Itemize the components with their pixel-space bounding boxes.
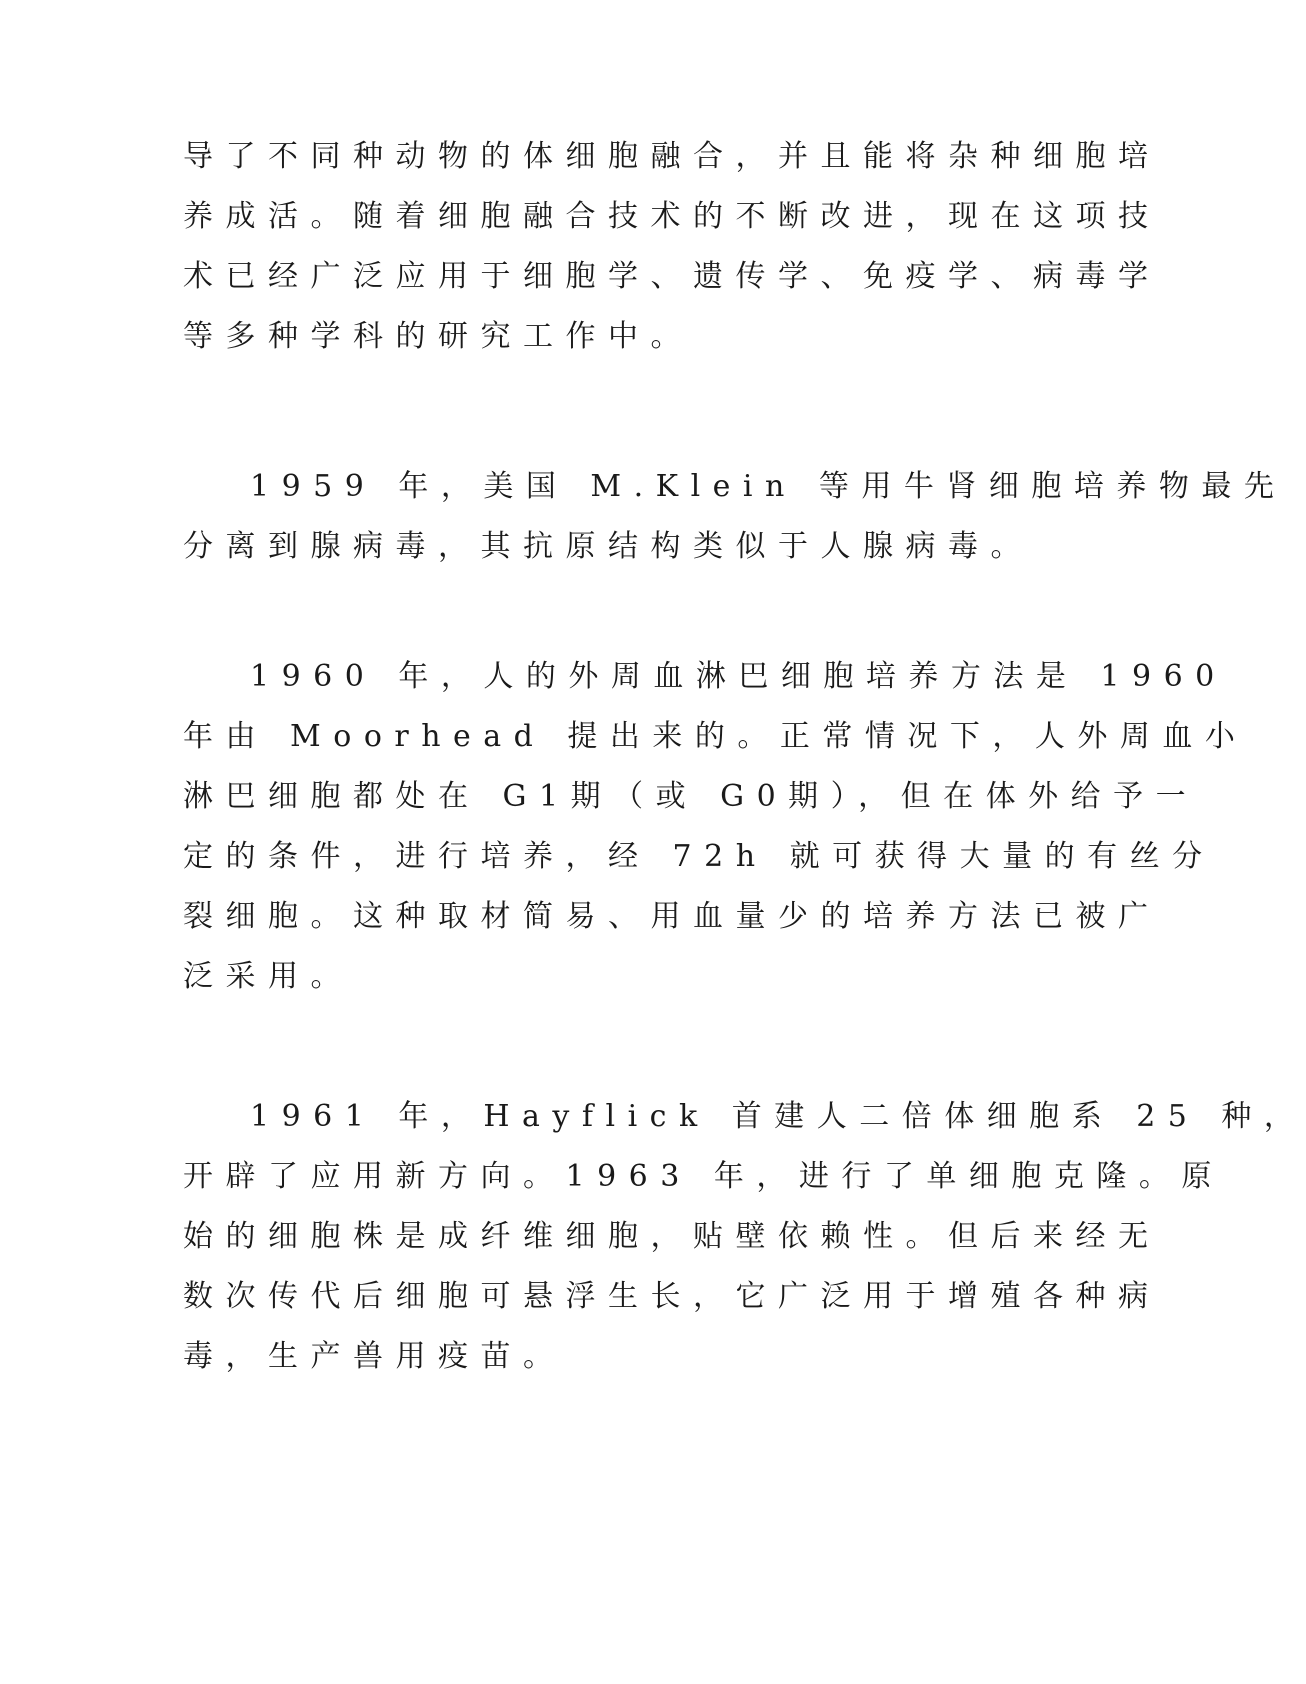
text-line: 1961 年，Hayflick 首建人二倍体细胞系 25 种， bbox=[250, 1099, 1306, 1134]
text-line: 年由 Moorhead 提出来的。正常情况下，人外周血小 bbox=[183, 719, 1248, 754]
text-line: 定的条件，进行培养，经 72h 就可获得大量的有丝分 bbox=[183, 839, 1215, 874]
text-line: 等多种学科的研究工作中。 bbox=[183, 319, 693, 354]
text-line: 泛采用。 bbox=[183, 959, 353, 994]
text-line: 数次传代后细胞可悬浮生长，它广泛用于增殖各种病 bbox=[183, 1279, 1161, 1314]
text-line: 1959 年，美国 M.Klein 等用牛肾细胞培养物最先 bbox=[250, 469, 1287, 504]
text-line: 裂细胞。这种取材简易、用血量少的培养方法已被广 bbox=[183, 899, 1161, 934]
text-line: 养成活。随着细胞融合技术的不断改进，现在这项技 bbox=[183, 199, 1161, 234]
text-line: 1960 年，人的外周血淋巴细胞培养方法是 1960 bbox=[250, 659, 1227, 694]
text-line: 开辟了应用新方向。1963 年，进行了单细胞克隆。原 bbox=[183, 1159, 1224, 1194]
text-line: 始的细胞株是成纤维细胞，贴壁依赖性。但后来经无 bbox=[183, 1219, 1161, 1254]
text-line: 分离到腺病毒，其抗原结构类似于人腺病毒。 bbox=[183, 529, 1033, 564]
text-line: 导了不同种动物的体细胞融合，并且能将杂种细胞培 bbox=[183, 139, 1161, 174]
text-line: 毒，生产兽用疫苗。 bbox=[183, 1339, 566, 1374]
text-line: 淋巴细胞都处在 G1期（或 G0期），但在体外给予一 bbox=[183, 779, 1199, 814]
text-line: 术已经广泛应用于细胞学、遗传学、免疫学、病毒学 bbox=[183, 259, 1161, 294]
